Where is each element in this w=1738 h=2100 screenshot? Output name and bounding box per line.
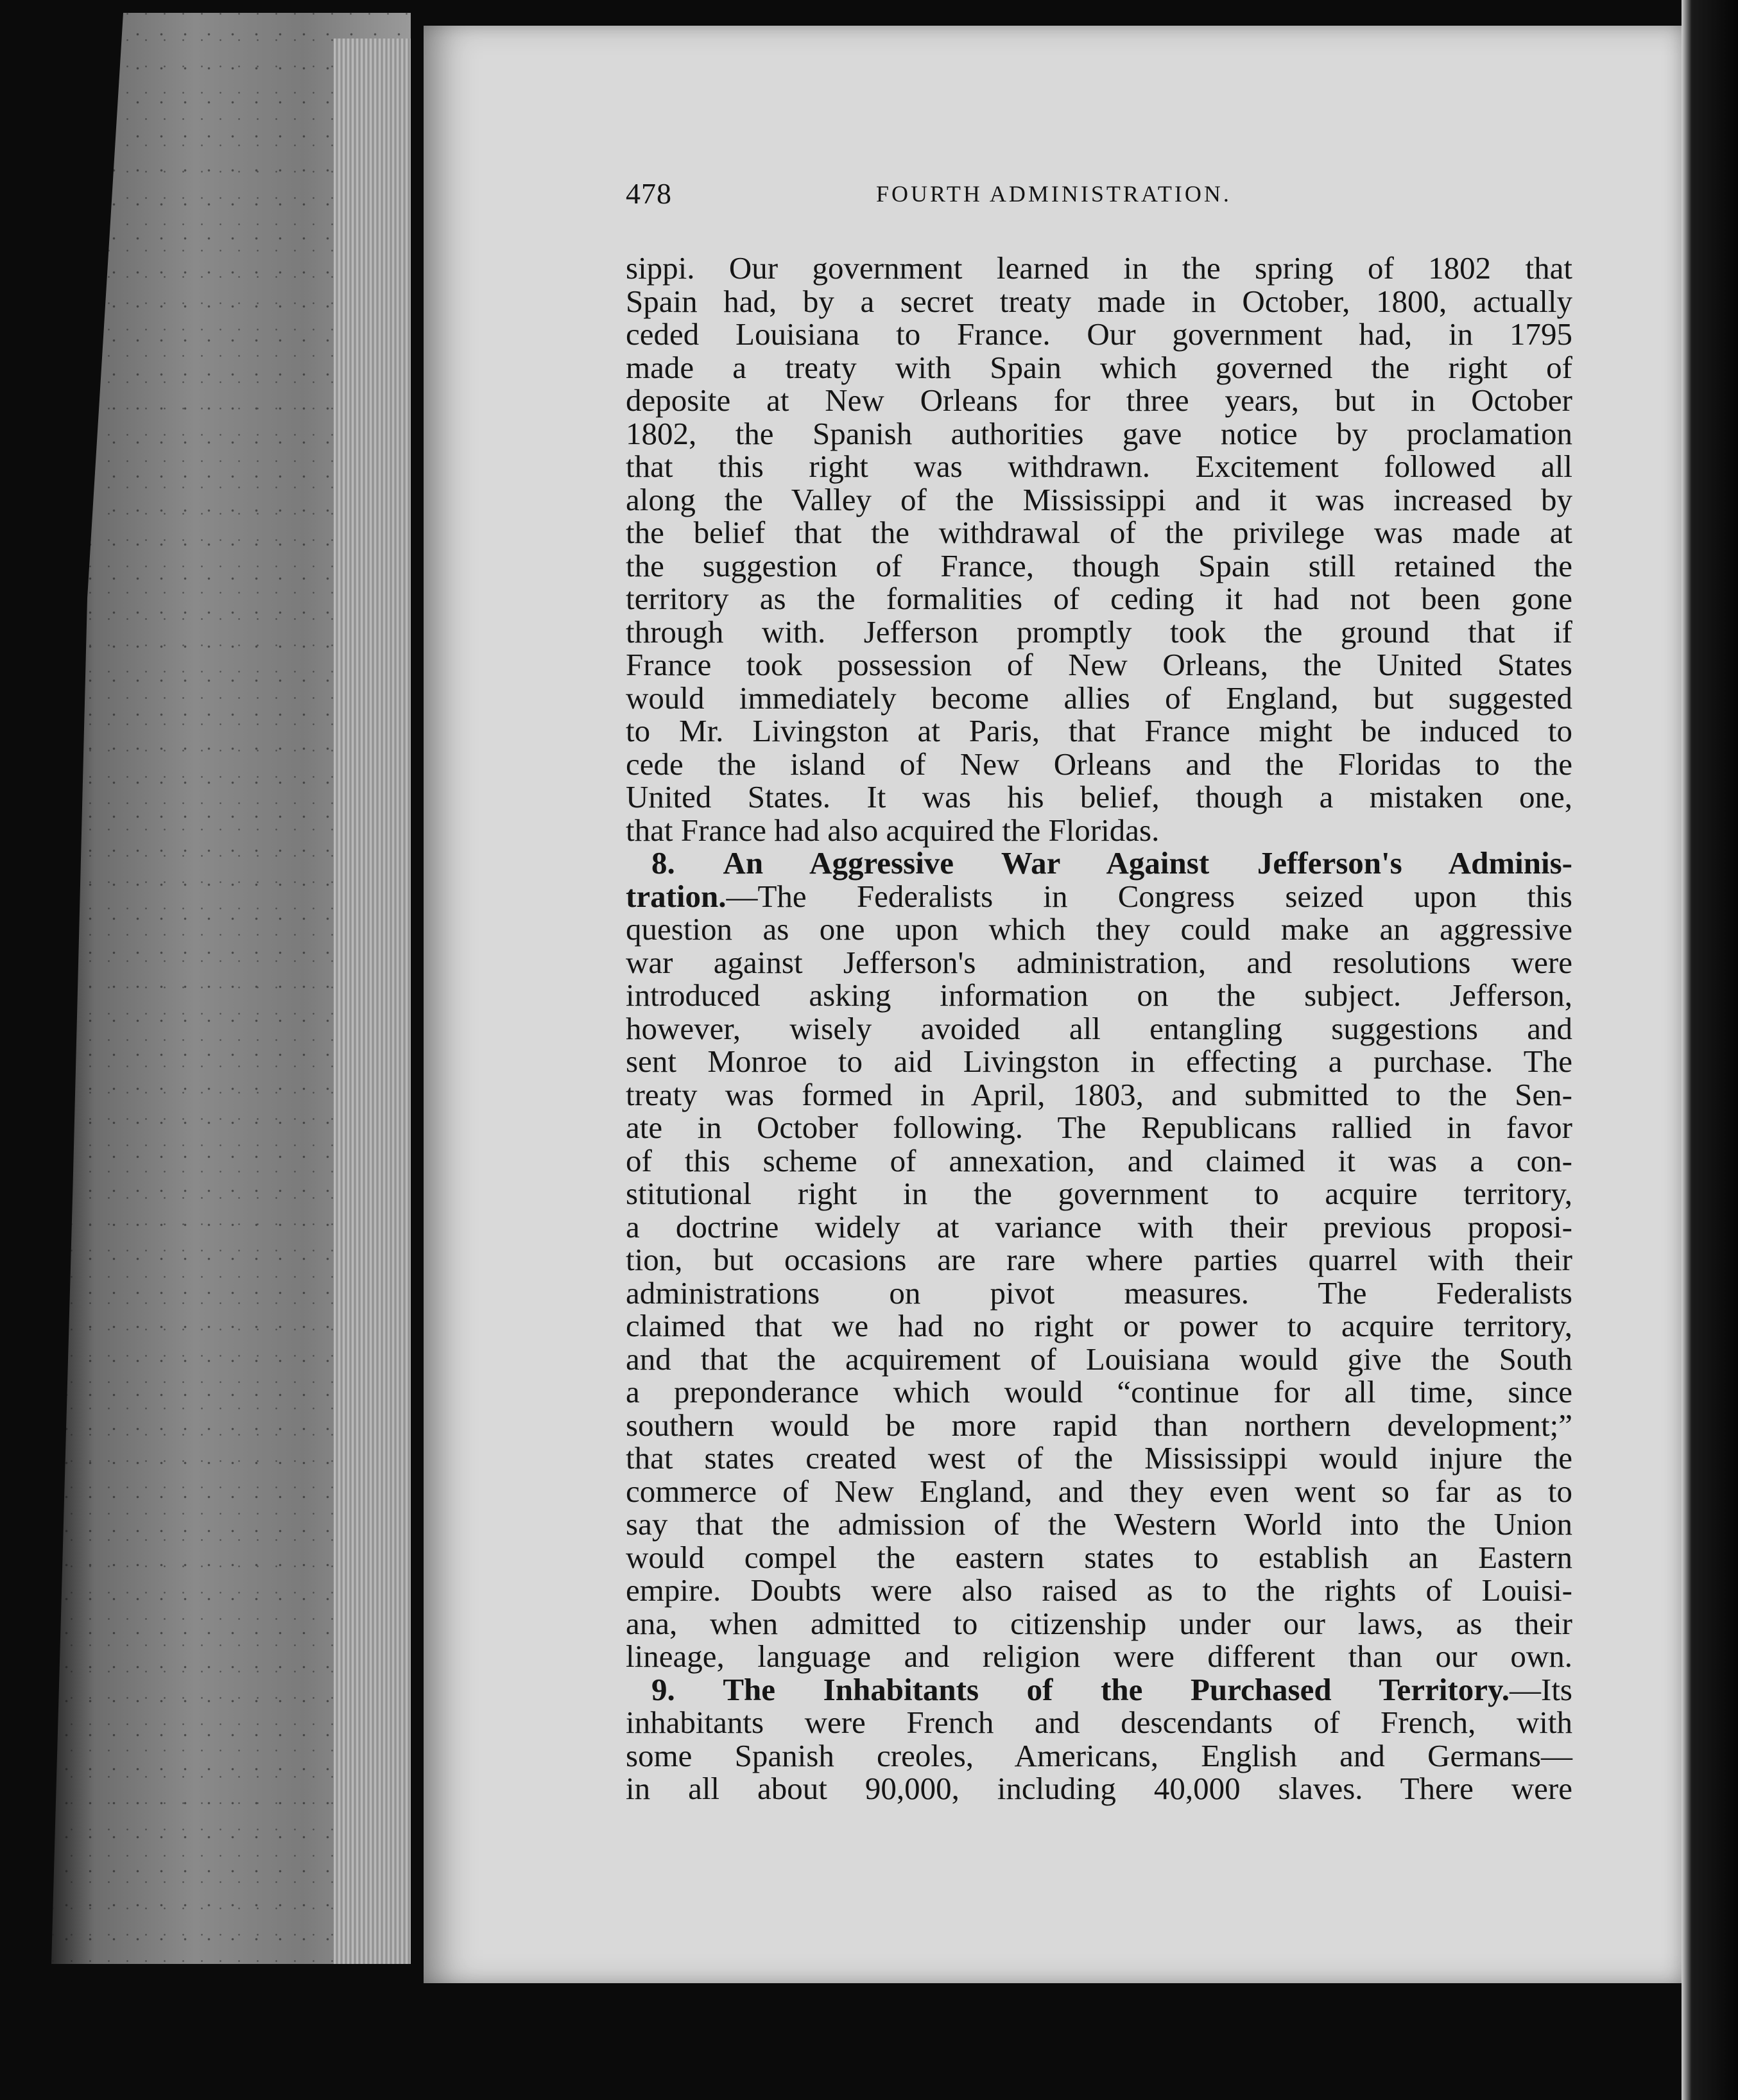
text-line [626, 483, 1572, 517]
line-text: deposite at New Orleans for three years, but in October [626, 383, 1572, 418]
line-text: lineage, language and religion were different than our own. [626, 1639, 1572, 1674]
text-line [626, 1508, 1572, 1541]
line-text: ceded Louisiana to France. Our government had, in 1795 [626, 316, 1572, 352]
line-text: say that the admission of the Western World into the Union [626, 1506, 1572, 1542]
line-text: war against Jefferson's administration, and resolutions were [626, 944, 1572, 980]
section-heading: An Aggressive War Against Jefferson's Adminis- [723, 845, 1573, 881]
line-text: sippi. Our government learned in the spring of 1802 that [626, 250, 1572, 286]
text-line [626, 880, 1572, 913]
line-text: through with. Jefferson promptly took the ground that if [626, 614, 1572, 650]
text-line [626, 1607, 1572, 1640]
line-text: tion, but occasions are rare where parties quarrel with their [626, 1242, 1572, 1277]
line-text: France took possession of New Orleans, the United States [626, 647, 1572, 682]
text-line [626, 1078, 1572, 1112]
text-line [626, 450, 1572, 483]
right-page-edge [1682, 0, 1738, 2100]
line-text: in all about 90,000, including 40,000 slaves. There were [626, 1771, 1572, 1806]
text-line [626, 252, 1572, 285]
text-line [626, 1277, 1572, 1310]
text-line [626, 1012, 1572, 1046]
text-line [626, 516, 1572, 549]
text-line [626, 615, 1572, 649]
text-line [626, 1574, 1572, 1607]
text-line [626, 1739, 1572, 1773]
body-text [626, 252, 1572, 1805]
line-text: the suggestion of France, though Spain still retained the [626, 547, 1572, 583]
text-line [626, 1706, 1572, 1739]
text-line [626, 748, 1572, 781]
text-line [626, 318, 1572, 351]
line-text: ana, when admitted to citizenship under our laws, as their [626, 1605, 1572, 1641]
line-text: that this right was withdrawn. Excitement followed all [626, 449, 1572, 484]
text-line [626, 1409, 1572, 1442]
line-text: —The Federalists in Congress seized upon this [726, 878, 1572, 914]
section-heading: The Inhabitants of the Purchased Territory. [723, 1671, 1510, 1707]
line-text: —Its [1510, 1671, 1572, 1707]
line-text: ate in October following. The Republicans rallied in favor [626, 1110, 1572, 1145]
line-text: a doctrine widely at variance with their previous proposi- [626, 1209, 1572, 1244]
line-text: question as one upon which they could make an aggressive [626, 911, 1572, 947]
text-line [626, 1475, 1572, 1508]
text-line [626, 384, 1572, 417]
text-line [626, 1640, 1572, 1673]
text-line [626, 582, 1572, 615]
line-text: of this scheme of annexation, and claimed it was a con- [626, 1142, 1572, 1178]
text-line [626, 979, 1572, 1012]
text-line [626, 417, 1572, 451]
text-line [626, 847, 1572, 880]
line-text: inhabitants were French and descendants of French, with [626, 1705, 1572, 1740]
text-line [626, 549, 1572, 583]
text-line [626, 1309, 1572, 1343]
line-text: however, wisely avoided all entangling suggestions and [626, 1010, 1572, 1046]
text-line [626, 1045, 1572, 1078]
line-text: treaty was formed in April, 1803, and submitted to the Sen- [626, 1076, 1572, 1112]
line-text: and that the acquirement of Louisiana would give the South [626, 1341, 1572, 1377]
line-text: stitutional right in the government to acquire territory, [626, 1176, 1572, 1211]
text-line [626, 682, 1572, 715]
text-line [626, 946, 1572, 979]
line-text: a preponderance which would “continue for all time, since [626, 1374, 1572, 1409]
line-text: that France had also acquired the Floridas. [626, 812, 1160, 848]
section-number: 8. [651, 845, 675, 881]
line-text: claimed that we had no right or power to acquire territory, [626, 1308, 1572, 1343]
line-text: some Spanish creoles, Americans, English and Germans— [626, 1737, 1572, 1773]
text-line [626, 1541, 1572, 1574]
text-line [626, 1177, 1572, 1210]
text-line [626, 814, 1572, 847]
line-text: would compel the eastern states to establish an Eastern [626, 1539, 1572, 1575]
line-text: the belief that the withdrawal of the privilege was made at [626, 515, 1572, 550]
line-text: Spain had, by a secret treaty made in October, 1800, actually [626, 283, 1572, 319]
page-edge-lines [334, 39, 411, 1964]
text-line [626, 1343, 1572, 1376]
line-text: introduced asking information on the subject. Jefferson, [626, 977, 1572, 1013]
text-line [626, 913, 1572, 946]
line-text: United States. It was his belief, though a mistaken one, [626, 779, 1572, 814]
text-line [626, 1375, 1572, 1409]
line-text: territory as the formalities of ceding it had not been gone [626, 581, 1572, 616]
text-line [626, 714, 1572, 748]
line-text: southern would be more rapid than northern development;” [626, 1407, 1572, 1443]
section-heading: tration. [626, 878, 727, 914]
text-line [626, 285, 1572, 318]
text-line [626, 1210, 1572, 1244]
running-head: FOURTH ADMINISTRATION. [876, 181, 1232, 207]
line-text: 1802, the Spanish authorities gave notice by proclamation [626, 415, 1572, 451]
text-line [626, 648, 1572, 682]
line-text: sent Monroe to aid Livingston in effecting a purchase. The [626, 1044, 1572, 1079]
text-line [626, 780, 1572, 814]
line-text: commerce of New England, and they even went so far as to [626, 1473, 1572, 1509]
text-line [626, 1111, 1572, 1144]
line-text: to Mr. Livingston at Paris, that France might be induced to [626, 713, 1572, 748]
text-line [626, 1144, 1572, 1178]
text-line [626, 1243, 1572, 1277]
text-line [626, 351, 1572, 384]
line-text: would immediately become allies of England, but suggested [626, 680, 1572, 716]
line-text: made a treaty with Spain which governed the right of [626, 349, 1572, 385]
text-line [626, 1673, 1572, 1707]
line-text: administrations on pivot measures. The Federalists [626, 1275, 1572, 1311]
section-number: 9. [651, 1671, 675, 1707]
page-number: 478 [626, 177, 672, 210]
page-block-edge [51, 13, 411, 1964]
line-text: empire. Doubts were also raised as to the rights of Louisi- [626, 1572, 1572, 1608]
text-line [626, 1772, 1572, 1805]
line-text: that states created west of the Mississippi would injure the [626, 1440, 1572, 1476]
line-text: along the Valley of the Mississippi and it was increased by [626, 481, 1572, 517]
line-text: cede the island of New Orleans and the Floridas to the [626, 746, 1572, 782]
text-line [626, 1442, 1572, 1475]
